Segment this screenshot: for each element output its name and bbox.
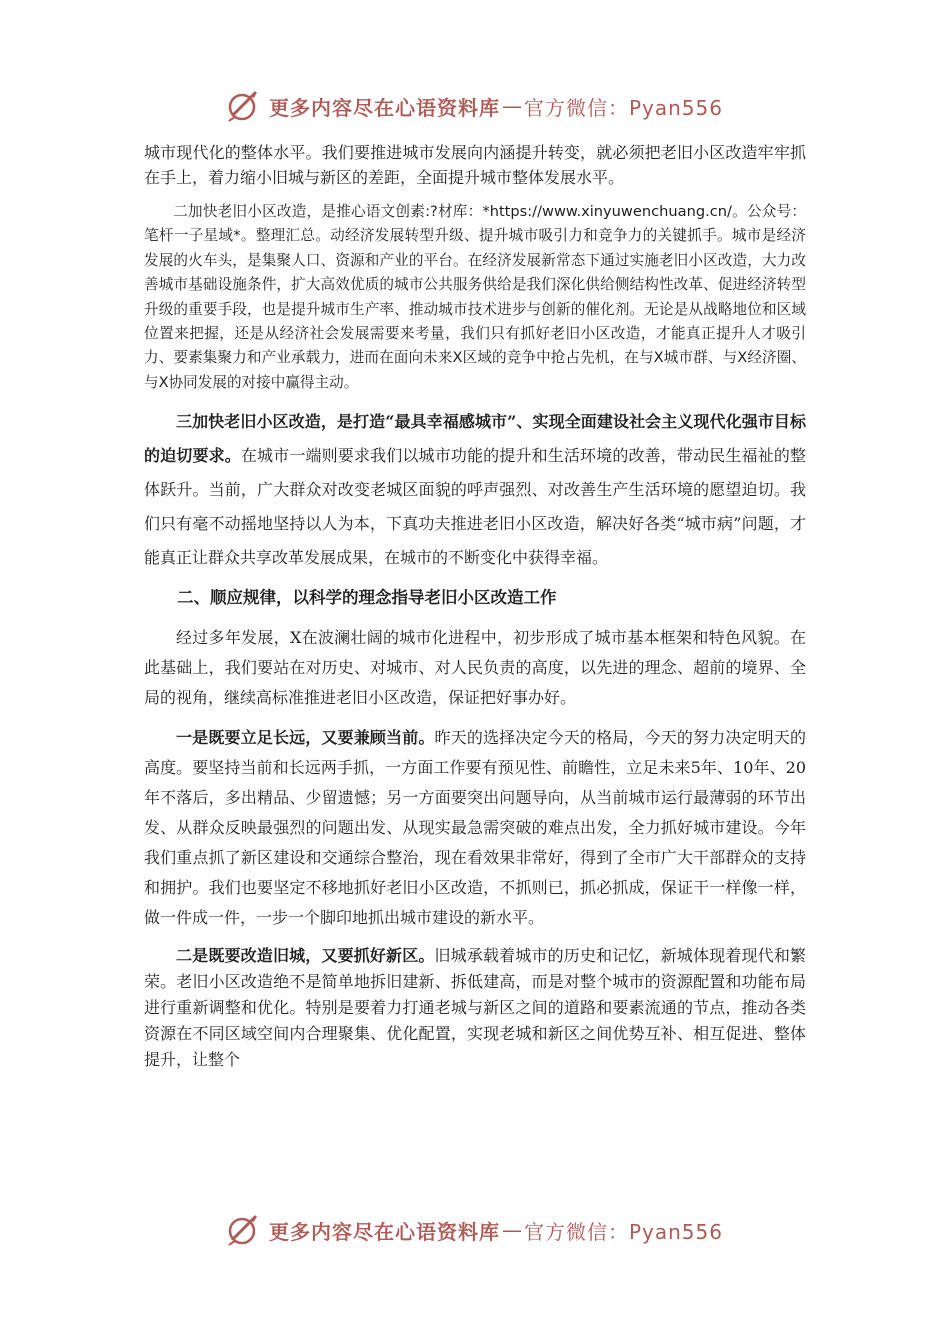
point-one-body: 昨天的选择决定今天的格局，今天的努力决定明天的高度。要坚持当前和长远两手抓，一方面工作要有预见性、前瞻性，立足未来5年、10年、20年不落后，多出精品、少留遗憾；另一方面要突出问题导向，从当前城市运行最薄弱的环节出发、从群众反映最强烈的问题出发、从现实最急需突破的难点出发，全力抓好城市建设。今年我们重点抓了新区建设和交通综合整治，现在看效果非常好，得到了全市广大干部群众的支持和拥护。我们也要坚定不移地抓好老旧小区改造，不抓则已，抓必抓成，保证干一样像一样，做一件成一件，一步一个脚印地抓出城市建设的新水平。 (144, 728, 806, 928)
point-two-body: 旧城承载着城市的历史和记忆，新城体现着现代和繁荣。老旧小区改造绝不是简单地拆旧建新、拆低建高，而是对整个城市的资源配置和功能布局进行重新调整和优化。特别是要着力打通老城与新区之间的道路和要素流通的节点，推动各类资源在不同区域空间内合理聚集、优化配置，实现老城和新区之间优势互补、相互促进、整体提升，让整个 (144, 946, 806, 1070)
document-body (144, 140, 806, 1073)
section-heading: 二、顺应规律，以科学的理念指导老旧小区改造工作 (177, 588, 557, 608)
paragraph-third-body: 在城市一端则要求我们以城市功能的提升和生活环境的改善，带动民生福祉的整体跃升。当前，广大群众对改变老城区面貌的呼声强烈、对改善生产生活环境的愿望迫切。我们只有毫不动摇地坚持以人为本，下真功夫推进老旧小区改造，解决好各类“城市病”问题，才能真正让群众共享改革发展成果，在城市的不断变化中获得幸福。 (144, 446, 806, 568)
header-dash: — (501, 94, 522, 118)
header-brand-text: 更多内容尽在心语资料库 (268, 95, 500, 120)
paragraph-intro: 城市现代化的整体水平。我们要推进城市发展向内涵提升转变，就必须把老旧小区改造牢牢抓在手上，着力缩小旧城与新区的差距，全面提升城市整体发展水平。 (144, 143, 806, 187)
footer-brand-text: 更多内容尽在心语资料库 (268, 1219, 500, 1244)
footer-wechat-text: 官方微信：Pyan556 (523, 1219, 723, 1244)
footer-dash: — (501, 1218, 522, 1242)
pen-logo-icon (227, 1213, 261, 1247)
paragraph-point-two (144, 943, 806, 1073)
pen-logo-icon (227, 89, 261, 123)
paragraph-point-one (144, 723, 806, 933)
paragraph-section-intro: 经过多年发展，X在波澜壮阔的城市化进程中，初步形成了城市基本框架和特色风貌。在此基础上，我们要站在对历史、对城市、对人民负责的高度，以先进的理念、超前的境界、全局的视角，继续高标准推进老旧小区改造，保证把好事办好。 (144, 628, 806, 708)
footer-banner (0, 1210, 950, 1250)
paragraph-second: 二加快老旧小区改造，是推心语文创素:?材库：*https://www.xinyuwenchuang.cn/。公众号：笔杆一子星域*。整理汇总。动经济发展转型升级、提升城市吸引力和竞争力的关键抓手。城市是经济发展的火车头，是集聚人口、资源和产业的平台。在经济发展新常态下通过实施老旧小区改造，大力改善城市基础设施条件，扩大高效优质的城市公共服务供给是我们深化供给侧结构性改革、促进经济转型升级的重要手段，也是提升城市生产率、推动城市技术进步与创新的催化剂。无论是从战略地位和区域位置来把握，还是从经济社会发展需要来考量，我们只有抓好老旧小区改造，才能真正提升人才吸引力、要素集聚力和产业承载力，进而在面向未来X区域的竞争中抢占先机，在与X城市群、与X经济圈、与X协同发展的对接中赢得主动。 (144, 203, 806, 391)
paragraph-third (144, 405, 806, 575)
header-banner (0, 86, 950, 126)
point-two-lead: 二是既要改造旧城，又要抓好新区。 (176, 946, 435, 966)
point-one-lead: 一是既要立足长远，又要兼顾当前。 (176, 728, 435, 748)
header-wechat-text: 官方微信：Pyan556 (523, 95, 723, 120)
paragraph-third-lead: 三加快老旧小区改造，是打造“最具幸福感城市”、实现全面建设社会主义现代化强市目标的迫切要求。 (144, 412, 806, 466)
